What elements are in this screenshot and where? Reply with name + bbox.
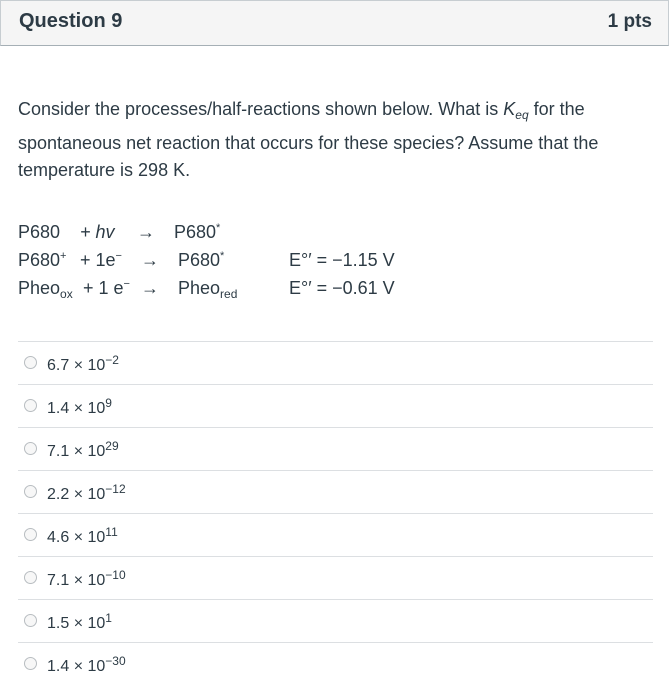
reaction-2-potential: E°′ = −1.15 V (289, 250, 395, 270)
answer-label[interactable]: $6.7 \times 10^{-2}$ (47, 353, 119, 374)
answer-option-8[interactable] (18, 642, 653, 685)
reaction-3-arrow: → (141, 278, 159, 298)
question-title: Question 9 (19, 10, 123, 32)
reaction-3-potential: E°′ = −0.61 V (289, 278, 395, 298)
radio-button[interactable] (24, 571, 37, 584)
answer-option-6[interactable] (18, 556, 653, 599)
question-prompt (18, 96, 648, 185)
answer-option-7[interactable] (18, 599, 653, 642)
answer-option-4[interactable] (18, 470, 653, 513)
keq-symbol: $K_{eq}$ (503, 99, 529, 122)
answer-label[interactable]: $7.1 \times 10^{-10}$ (47, 568, 126, 589)
radio-button[interactable] (24, 657, 37, 670)
question-points: 1 pts (607, 11, 652, 32)
reaction-1-reactant: P680 (18, 222, 61, 242)
reaction-1-photon: + hv (80, 222, 115, 242)
question-header (0, 0, 669, 46)
radio-button[interactable] (24, 399, 37, 412)
reaction-2-reactant: P680+ (18, 250, 67, 270)
reaction-1-arrow: → (137, 222, 155, 242)
reaction-3-reactant: Pheo$_{ox}$ (18, 278, 73, 301)
answer-list (18, 341, 653, 685)
answer-label[interactable]: $4.6 \times 10^{11}$ (47, 525, 118, 546)
reaction-2-product: P680* (178, 250, 225, 270)
reaction-2-arrow: → (141, 250, 159, 270)
reaction-2-electron: + 1e− (80, 250, 122, 270)
radio-button[interactable] (24, 356, 37, 369)
answer-label[interactable]: $7.1 \times 10^{29}$ (47, 439, 119, 460)
answer-option-5[interactable] (18, 513, 653, 556)
answer-label[interactable]: $1.5 \times 10^1$ (47, 611, 112, 632)
answer-option-3[interactable] (18, 427, 653, 470)
answer-label[interactable]: $2.2 \times 10^{-12}$ (47, 482, 126, 503)
radio-button[interactable] (24, 614, 37, 627)
reaction-3-electron: + 1 e− (83, 278, 130, 298)
answer-option-1[interactable] (18, 341, 653, 384)
radio-button[interactable] (24, 485, 37, 498)
radio-button[interactable] (24, 528, 37, 541)
prompt-text-2: for the spontaneous net reaction that occurs for these species? Assume that the temperature is 298 K. (18, 99, 599, 180)
answer-label[interactable]: $1.4 \times 10^9$ (47, 396, 112, 417)
reaction-1-product: P680* (174, 222, 221, 242)
answer-option-2[interactable] (18, 384, 653, 427)
reaction-3-product: Pheo$_{red}$ (178, 278, 238, 301)
radio-button[interactable] (24, 442, 37, 455)
answer-label[interactable]: $1.4 \times 10^{-30}$ (47, 654, 126, 675)
prompt-text-1: Consider the processes/half-reactions shown below. What is (18, 99, 504, 119)
